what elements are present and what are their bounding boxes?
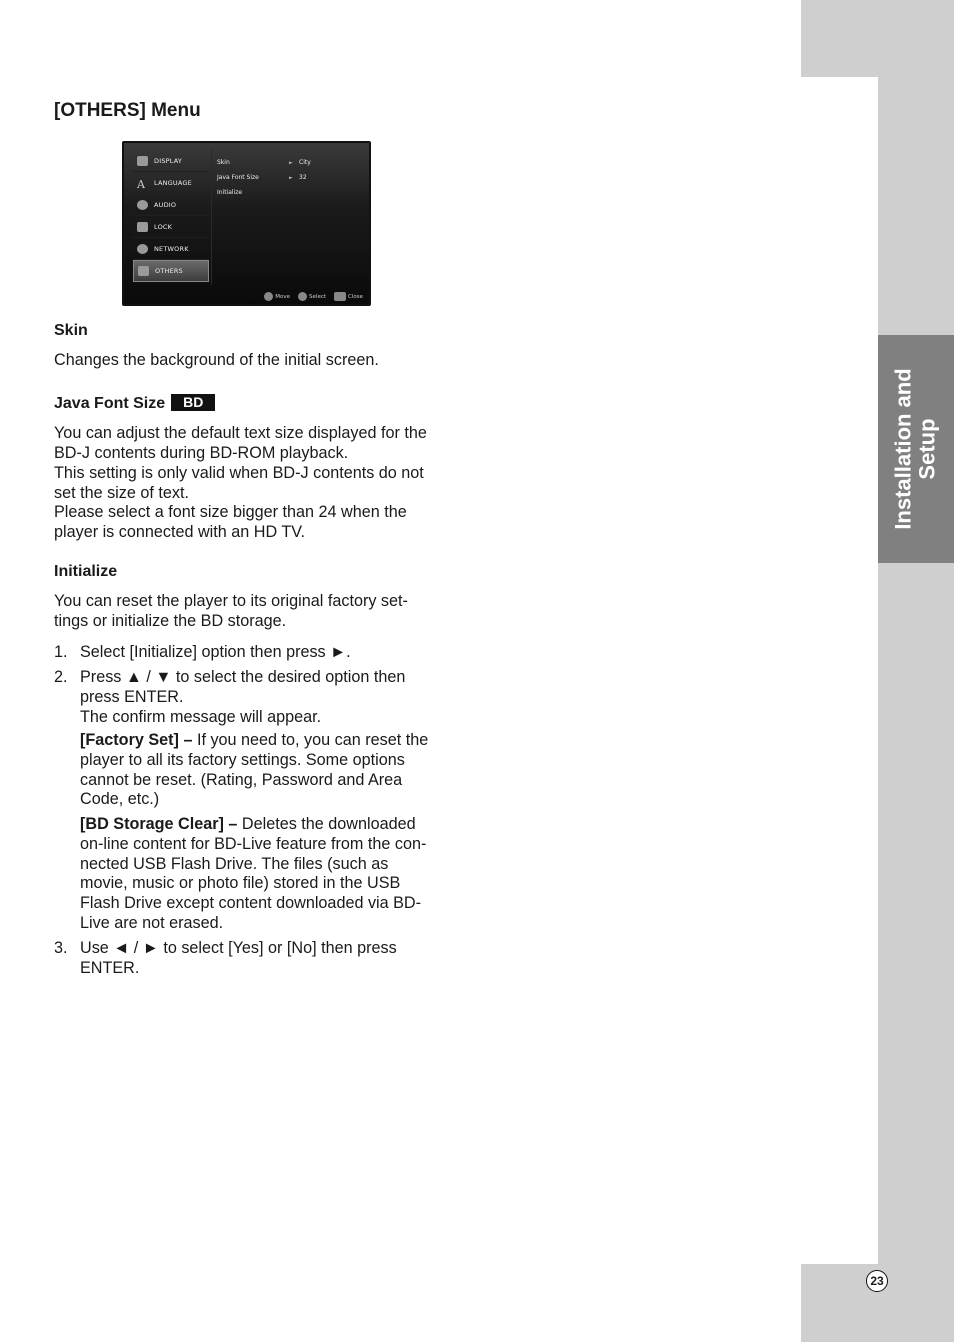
java-paragraph-1: You can adjust the default text size displayed for the BD-J contents during BD-ROM playback. [54, 424, 427, 462]
factory-set-description: [Factory Set] – If you need to, you can reset the player to all its factory settings. Some options cannot be reset. (Rating, Password and Area Code, etc.) [80, 731, 429, 809]
menu-divider [211, 150, 212, 285]
title-block [54, 98, 444, 124]
menu-item-audio: AUDIO [133, 194, 209, 216]
lock-icon [137, 222, 148, 232]
menu-category-list [133, 150, 209, 282]
menu-option-java-font-size: Java Font Size ► 32 [217, 174, 307, 181]
menu-item-network: NETWORK [133, 238, 209, 260]
menu-item-others: OTHERS [133, 260, 209, 282]
menu-footer [264, 292, 363, 301]
java-paragraph-2: This setting is only valid when BD-J contents do not set the size of text. [54, 464, 424, 502]
section-tab [878, 335, 954, 563]
arrow-right-icon: ► [289, 174, 293, 181]
others-menu-screenshot [122, 141, 371, 306]
bd-badge: BD [171, 394, 215, 411]
page-title: [OTHERS] Menu [54, 100, 201, 121]
java-paragraph-3: Please select a font size bigger than 24 when the player is connected with an HD TV. [54, 503, 407, 541]
java-font-size-heading: Java Font Size BD [54, 394, 215, 414]
initialize-intro: You can reset the player to its original factory set-tings or initialize the BD storage. [54, 592, 408, 630]
section-tab-label [892, 368, 940, 529]
step-3: 3. Use ◄ / ► to select [Yes] or [No] then press ENTER. [54, 939, 397, 977]
select-icon [298, 292, 307, 301]
return-icon [334, 292, 346, 301]
bd-storage-clear-description: [BD Storage Clear] – Deletes the downloaded on-line content for BD-Live feature from the con-nected USB Flash Drive. The files (such as movie, music or photo file) stored in the USB Flash Drive except content downloaded via BD-Live are not erased. [80, 815, 427, 932]
menu-item-display: DISPLAY [133, 150, 209, 172]
skin-heading: Skin [54, 322, 88, 339]
menu-options [217, 155, 367, 200]
menu-item-lock: LOCK [133, 216, 209, 238]
arrow-right-icon: ► [289, 159, 293, 166]
step-1: 1. Select [Initialize] option then press ►. [54, 643, 351, 661]
step-2: 2. Press ▲ / ▼ to select the desired option then press ENTER. The confirm message will appear. [54, 668, 406, 726]
menu-item-language: A LANGUAGE [133, 172, 209, 194]
menu-option-initialize: Initialize [217, 189, 243, 196]
menu-option-skin: Skin ► City [217, 159, 311, 166]
skin-text: Changes the background of the initial screen. [54, 351, 379, 369]
footer-move: Move [264, 292, 290, 301]
footer-close: Close [334, 292, 363, 301]
footer-select: Select [298, 292, 326, 301]
side-bar-top [801, 0, 954, 77]
display-icon [137, 156, 148, 166]
section-tab-line1: Installation and [891, 368, 917, 530]
language-icon: A [137, 177, 146, 191]
move-icon [264, 292, 273, 301]
others-icon [138, 266, 149, 276]
side-bar-strip [878, 77, 954, 1264]
page-number: 23 [866, 1270, 888, 1292]
section-tab-line2: Setup [915, 418, 941, 480]
audio-icon [137, 200, 148, 210]
initialize-heading: Initialize [54, 563, 118, 580]
network-icon [137, 244, 148, 254]
